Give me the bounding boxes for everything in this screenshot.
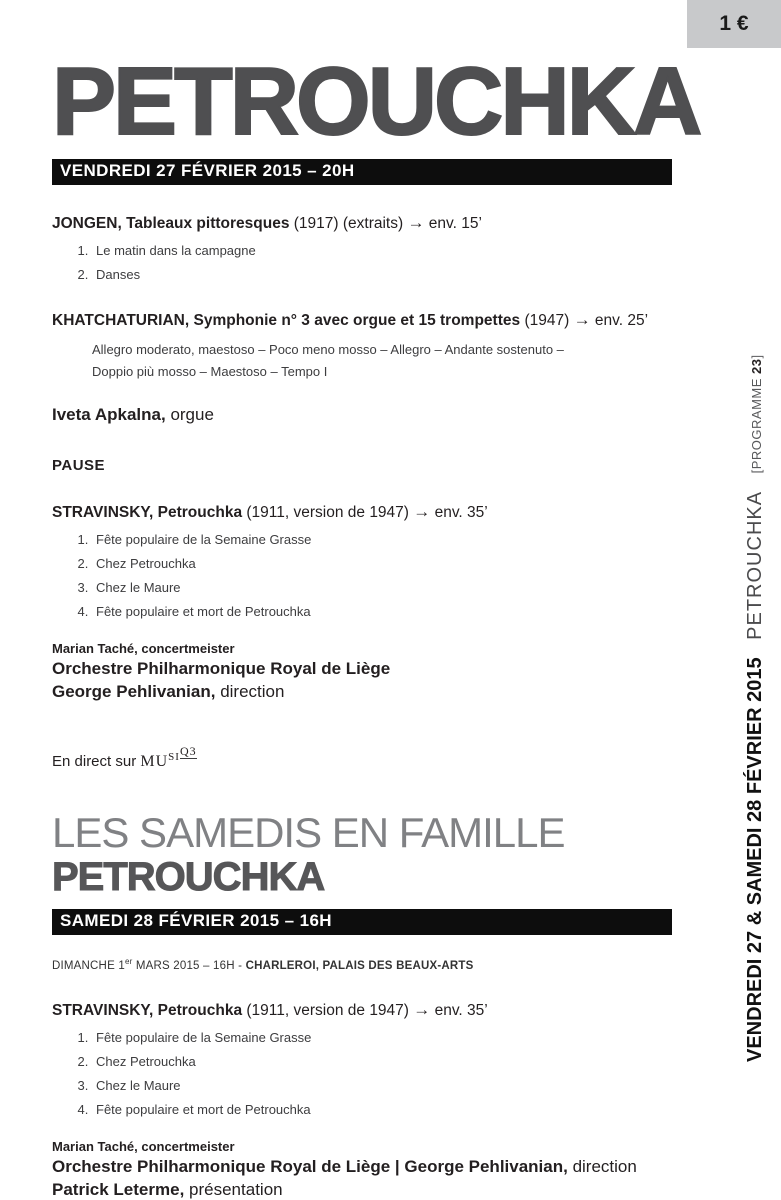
arrow-icon: → xyxy=(413,1000,431,1020)
work-duration: env. 35’ xyxy=(434,504,488,522)
musiq3-mu: MU xyxy=(140,753,169,771)
saturday-date-text: SAMEDI 28 FÉVRIER 2015 – 16H xyxy=(60,911,332,931)
presenter-name: Patrick Leterme, xyxy=(52,1180,185,1200)
sunday-date-middle: MARS 2015 – 16H - xyxy=(132,960,246,973)
spine-programme-bracket: ] xyxy=(749,354,764,359)
spine-programme-label: [PROGRAMME xyxy=(749,378,764,474)
composer-title: KHATCHATURIAN, Symphonie n° 3 avec orgue et 15 trompettes xyxy=(52,312,521,330)
musiq3-logo xyxy=(140,744,197,771)
presenter-line xyxy=(52,1180,672,1200)
arrow-icon: → xyxy=(413,502,431,522)
khatchaturian-movements xyxy=(92,339,672,383)
spine-programme-number: 23 xyxy=(749,358,764,374)
work-title-jongen xyxy=(52,213,672,233)
work-title-khatchaturian xyxy=(52,310,672,330)
work-details: (1917) (extraits) xyxy=(293,215,404,233)
composer-title: JONGEN, Tableaux pittoresques xyxy=(52,215,290,233)
spine-vertical-text xyxy=(744,354,768,1062)
musiq3-si: SI xyxy=(168,751,180,764)
sunday-performance-line xyxy=(52,957,672,972)
pause-label: PAUSE xyxy=(52,457,106,475)
work-details: (1911, version de 1947) xyxy=(246,1002,409,1020)
price-badge xyxy=(687,0,781,48)
spine-dates: VENDREDI 27 & SAMEDI 28 FÉVRIER 2015 xyxy=(744,657,766,1062)
conductor-name: George Pehlivanian, xyxy=(52,682,216,702)
stravinsky-movements-saturday xyxy=(76,1030,672,1117)
broadcast-line xyxy=(52,744,672,771)
composer-title: STRAVINSKY, Petrouchka xyxy=(52,1002,243,1020)
orchestra-line: Orchestre Philharmonique Royal de Liège xyxy=(52,659,391,679)
conductor-role: direction xyxy=(220,682,285,702)
soloist-role: orgue xyxy=(170,405,214,425)
movement-item: 4. Fête populaire et mort de Petrouchka xyxy=(92,604,672,619)
arrow-icon: → xyxy=(407,213,425,233)
program-content xyxy=(52,0,700,1200)
jongen-movements xyxy=(76,243,672,282)
friday-credits xyxy=(52,641,672,702)
concertmeister-line: Marian Taché, concertmeister xyxy=(52,641,235,657)
movement-line: Allegro moderato, maestoso – Poco meno mosso – Allegro – Andante sostenuto – xyxy=(92,342,564,358)
movement-item: 4. Fête populaire et mort de Petrouchka xyxy=(92,1102,672,1117)
soloist-name: Iveta Apkalna, xyxy=(52,405,166,425)
movement-item: 2. Chez Petrouchka xyxy=(92,556,672,571)
spine-programme xyxy=(749,354,764,473)
work-duration: env. 25’ xyxy=(594,312,649,330)
movement-item: 3. Chez le Maure xyxy=(92,1078,672,1093)
friday-date-text: VENDREDI 27 FÉVRIER 2015 – 20H xyxy=(60,161,355,181)
concertmeister-line: Marian Taché, concertmeister xyxy=(52,1139,235,1155)
soloist-line xyxy=(52,405,672,425)
orchestra-conductor-bold: Orchestre Philharmonique Royal de Liège | George Pehlivanian, xyxy=(52,1157,568,1177)
friday-date-bar xyxy=(52,159,672,185)
conductor-line xyxy=(52,682,672,702)
work-duration: env. 15’ xyxy=(428,215,482,233)
movement-line: Doppio più mosso – Maestoso – Tempo I xyxy=(92,364,328,380)
stravinsky-movements-friday xyxy=(76,532,672,619)
price-text: 1 € xyxy=(719,12,749,35)
movement-item: 2. Danses xyxy=(92,267,672,282)
arrow-icon: → xyxy=(573,310,591,330)
movement-item: 1. Le matin dans la campagne xyxy=(92,243,672,258)
composer-title: STRAVINSKY, Petrouchka xyxy=(52,504,243,522)
movement-item: 1. Fête populaire de la Semaine Grasse xyxy=(92,532,672,547)
work-details: (1947) xyxy=(524,312,570,330)
musiq3-q3: Q3 xyxy=(179,744,197,759)
work-title-stravinsky-friday xyxy=(52,502,672,522)
saturday-credits xyxy=(52,1139,672,1200)
series-heading: LES SAMEDIS EN FAMILLE xyxy=(52,809,565,857)
spine-title: PETROUCHKA xyxy=(744,490,766,640)
orchestra-conductor-line xyxy=(52,1157,672,1177)
sunday-date-prefix: DIMANCHE 1 xyxy=(52,960,125,973)
work-duration: env. 35’ xyxy=(434,1002,488,1020)
movement-item: 1. Fête populaire de la Semaine Grasse xyxy=(92,1030,672,1045)
venue-name: CHARLEROI, PALAIS DES BEAUX-ARTS xyxy=(245,960,474,973)
work-title-stravinsky-saturday xyxy=(52,1000,672,1020)
work-details: (1911, version de 1947) xyxy=(246,504,409,522)
broadcast-prefix: En direct sur xyxy=(52,753,137,771)
page-title: PETROUCHKA xyxy=(52,48,700,155)
series-subtitle: PETROUCHKA xyxy=(52,855,325,900)
conductor-role: direction xyxy=(572,1157,637,1177)
movement-item: 2. Chez Petrouchka xyxy=(92,1054,672,1069)
saturday-date-bar xyxy=(52,909,672,935)
movement-item: 3. Chez le Maure xyxy=(92,580,672,595)
presenter-role: présentation xyxy=(189,1180,283,1200)
ordinal-sup: er xyxy=(124,957,133,967)
